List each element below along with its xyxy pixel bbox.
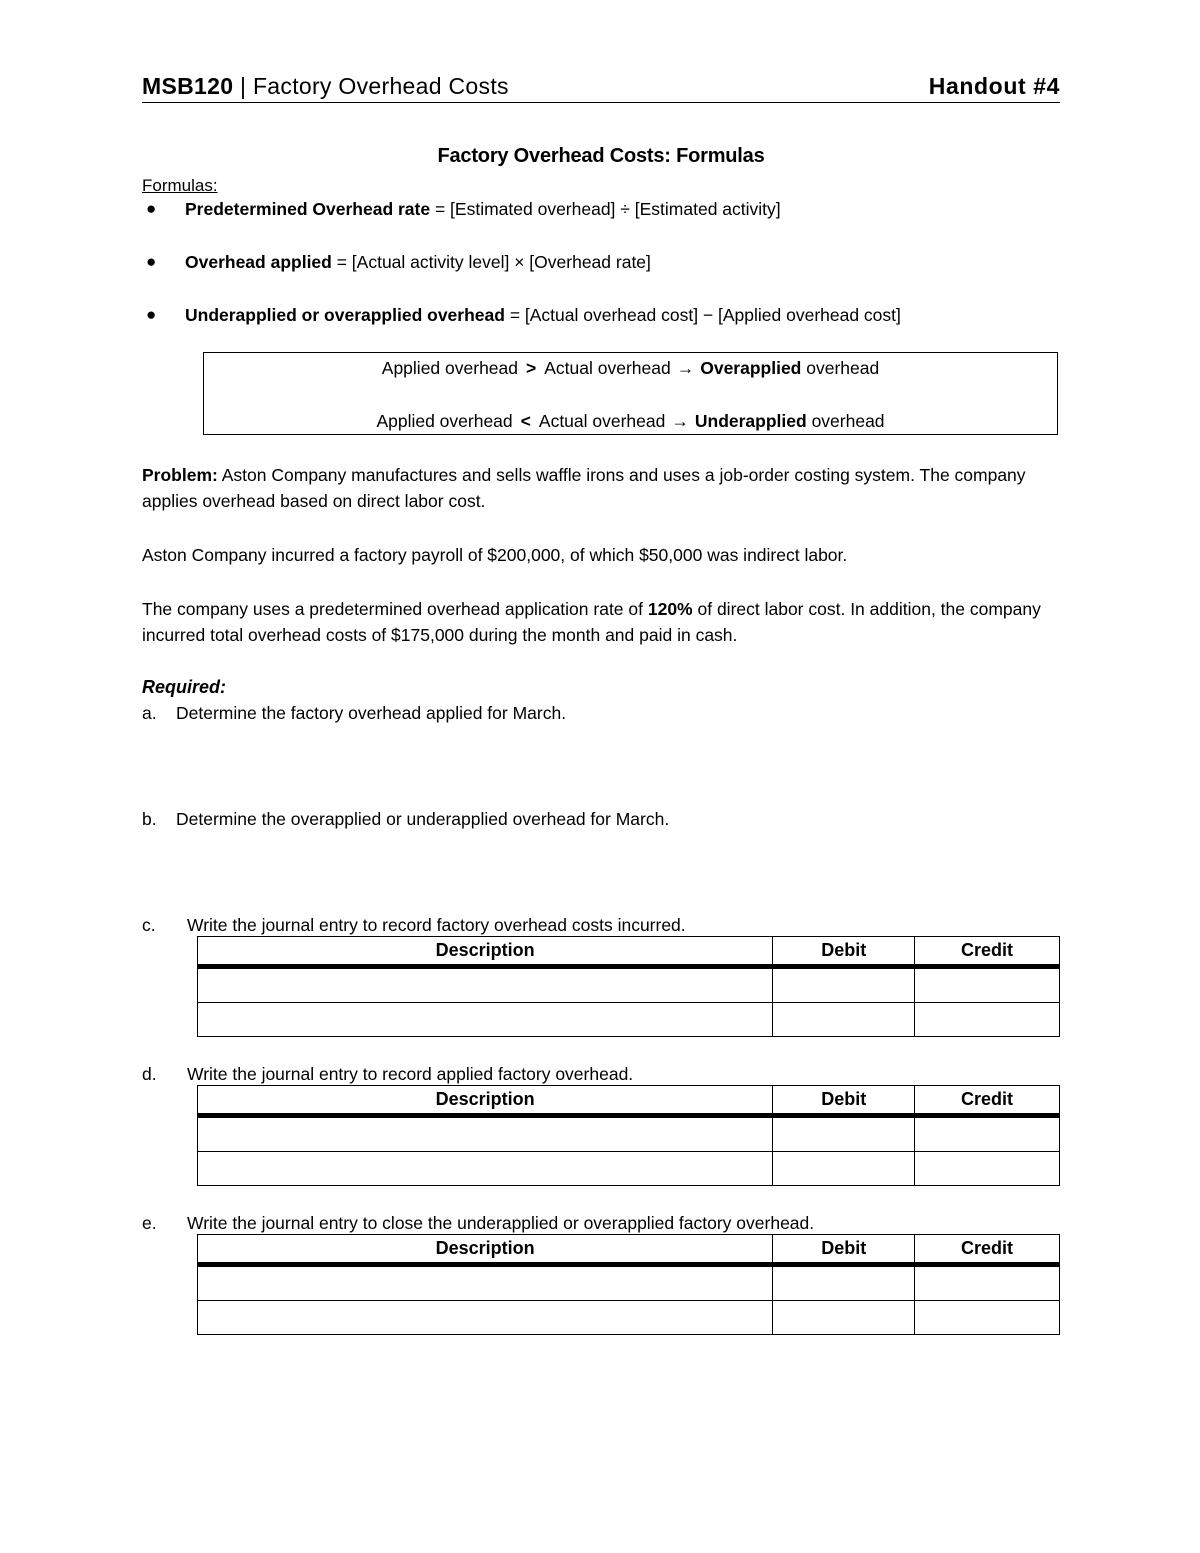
journal-table-e bbox=[197, 1234, 1060, 1335]
comparison-left: Applied overhead bbox=[376, 411, 513, 431]
formula-expression: = [Estimated overhead] ÷ [Estimated activity] bbox=[430, 199, 781, 219]
comparison-row bbox=[204, 355, 1057, 381]
formula-expression: = [Actual overhead cost] − [Applied overhead cost] bbox=[504, 305, 901, 325]
formula-expression: = [Actual activity level] × [Overhead rate] bbox=[331, 252, 651, 272]
credit-header: Credit bbox=[915, 937, 1060, 967]
debit-cell[interactable] bbox=[773, 1265, 915, 1301]
rate-value: 120% bbox=[647, 599, 693, 619]
arrow-right-icon: → bbox=[671, 411, 689, 431]
question-d bbox=[142, 1061, 1060, 1087]
comparison-suffix: overhead bbox=[801, 358, 880, 378]
question-text: Determine the factory overhead applied for March. bbox=[176, 703, 567, 723]
comparison-row bbox=[204, 408, 1057, 434]
formula-item bbox=[142, 249, 1060, 275]
journal-row bbox=[198, 1152, 1060, 1186]
formula-item bbox=[142, 196, 1060, 222]
question-a bbox=[142, 700, 1060, 726]
header-left bbox=[142, 73, 509, 100]
handout-number: Handout #4 bbox=[928, 73, 1060, 99]
journal-header-row bbox=[198, 937, 1060, 967]
rate-text-pre: The company uses a predetermined overhead application rate of bbox=[142, 599, 648, 619]
arrow-right-icon: → bbox=[676, 358, 695, 378]
debit-cell[interactable] bbox=[773, 1301, 915, 1335]
comparison-result: Underapplied bbox=[694, 411, 807, 431]
description-cell[interactable] bbox=[198, 1152, 773, 1186]
rate-text-post: of direct labor cost. In addition, the company incurred total overhead costs of $175,000 during the month and paid in cash. bbox=[142, 599, 1041, 645]
description-cell[interactable] bbox=[198, 967, 773, 1003]
question-letter: b. bbox=[142, 809, 157, 829]
journal-row bbox=[198, 1116, 1060, 1152]
bullet-icon: ● bbox=[146, 305, 157, 324]
debit-cell[interactable] bbox=[773, 1152, 915, 1186]
description-cell[interactable] bbox=[198, 1301, 773, 1335]
description-cell[interactable] bbox=[198, 1003, 773, 1037]
question-text: Determine the overapplied or underapplied overhead for March. bbox=[176, 809, 670, 829]
journal-row bbox=[198, 1301, 1060, 1335]
credit-cell[interactable] bbox=[915, 1301, 1060, 1335]
credit-cell[interactable] bbox=[915, 1003, 1060, 1037]
question-text: Write the journal entry to record applied factory overhead. bbox=[187, 1064, 634, 1084]
debit-header: Debit bbox=[773, 1086, 915, 1116]
question-letter: d. bbox=[142, 1064, 157, 1084]
header-topic: Factory Overhead Costs bbox=[252, 73, 509, 99]
debit-cell[interactable] bbox=[773, 1116, 915, 1152]
credit-header: Credit bbox=[915, 1235, 1060, 1265]
required-label: Required: bbox=[142, 677, 227, 697]
description-header: Description bbox=[198, 937, 773, 967]
comparison-box bbox=[203, 352, 1058, 435]
question-c bbox=[142, 912, 1060, 938]
comparison-right: Actual overhead bbox=[538, 411, 666, 431]
debit-cell[interactable] bbox=[773, 967, 915, 1003]
formulas-label: Formulas: bbox=[142, 176, 218, 195]
journal-header-row bbox=[198, 1086, 1060, 1116]
journal-table-c bbox=[197, 936, 1060, 1037]
credit-cell[interactable] bbox=[915, 1116, 1060, 1152]
description-header: Description bbox=[198, 1235, 773, 1265]
less-than-symbol: < bbox=[520, 411, 531, 431]
payroll-paragraph: Aston Company incurred a factory payroll of $200,000, of which $50,000 was indirect labor. bbox=[142, 545, 848, 565]
formula-term: Overhead applied bbox=[185, 252, 332, 272]
description-header: Description bbox=[198, 1086, 773, 1116]
rate-paragraph bbox=[142, 596, 1060, 648]
comparison-result: Overapplied bbox=[700, 358, 802, 378]
credit-header: Credit bbox=[915, 1086, 1060, 1116]
journal-row bbox=[198, 967, 1060, 1003]
header-separator: | bbox=[233, 73, 253, 99]
page-title: Factory Overhead Costs: Formulas bbox=[437, 145, 765, 167]
comparison-right: Actual overhead bbox=[544, 358, 671, 378]
question-text: Write the journal entry to close the underapplied or overapplied factory overhead. bbox=[187, 1213, 815, 1233]
formula-term: Predetermined Overhead rate bbox=[185, 199, 431, 219]
comparison-suffix: overhead bbox=[806, 411, 885, 431]
debit-header: Debit bbox=[773, 937, 915, 967]
bullet-icon: ● bbox=[146, 252, 157, 271]
problem-text: Aston Company manufactures and sells waffle irons and uses a job-order costing system. The company applies overhead based on direct labor cost. bbox=[142, 465, 1026, 511]
credit-cell[interactable] bbox=[915, 1152, 1060, 1186]
document-page bbox=[142, 68, 1060, 1335]
credit-cell[interactable] bbox=[915, 967, 1060, 1003]
page-header bbox=[142, 68, 1060, 103]
question-e bbox=[142, 1210, 1060, 1236]
journal-row bbox=[198, 1265, 1060, 1301]
greater-than-symbol: > bbox=[526, 358, 537, 378]
comparison-left: Applied overhead bbox=[381, 358, 518, 378]
journal-header-row bbox=[198, 1235, 1060, 1265]
question-b bbox=[142, 806, 1060, 832]
problem-label: Problem: bbox=[142, 465, 218, 485]
bullet-icon: ● bbox=[146, 199, 157, 218]
formula-term: Underapplied or overapplied overhead bbox=[185, 305, 505, 325]
question-letter: c. bbox=[142, 915, 156, 935]
description-cell[interactable] bbox=[198, 1116, 773, 1152]
debit-cell[interactable] bbox=[773, 1003, 915, 1037]
formula-item bbox=[142, 302, 1060, 328]
problem-statement bbox=[142, 462, 1060, 514]
formula-list bbox=[142, 196, 1060, 328]
description-cell[interactable] bbox=[198, 1265, 773, 1301]
journal-table-d bbox=[197, 1085, 1060, 1186]
debit-header: Debit bbox=[773, 1235, 915, 1265]
journal-row bbox=[198, 1003, 1060, 1037]
question-letter: e. bbox=[142, 1213, 157, 1233]
course-code: MSB120 bbox=[142, 73, 234, 99]
question-text: Write the journal entry to record factory overhead costs incurred. bbox=[187, 915, 686, 935]
credit-cell[interactable] bbox=[915, 1265, 1060, 1301]
question-letter: a. bbox=[142, 703, 157, 723]
